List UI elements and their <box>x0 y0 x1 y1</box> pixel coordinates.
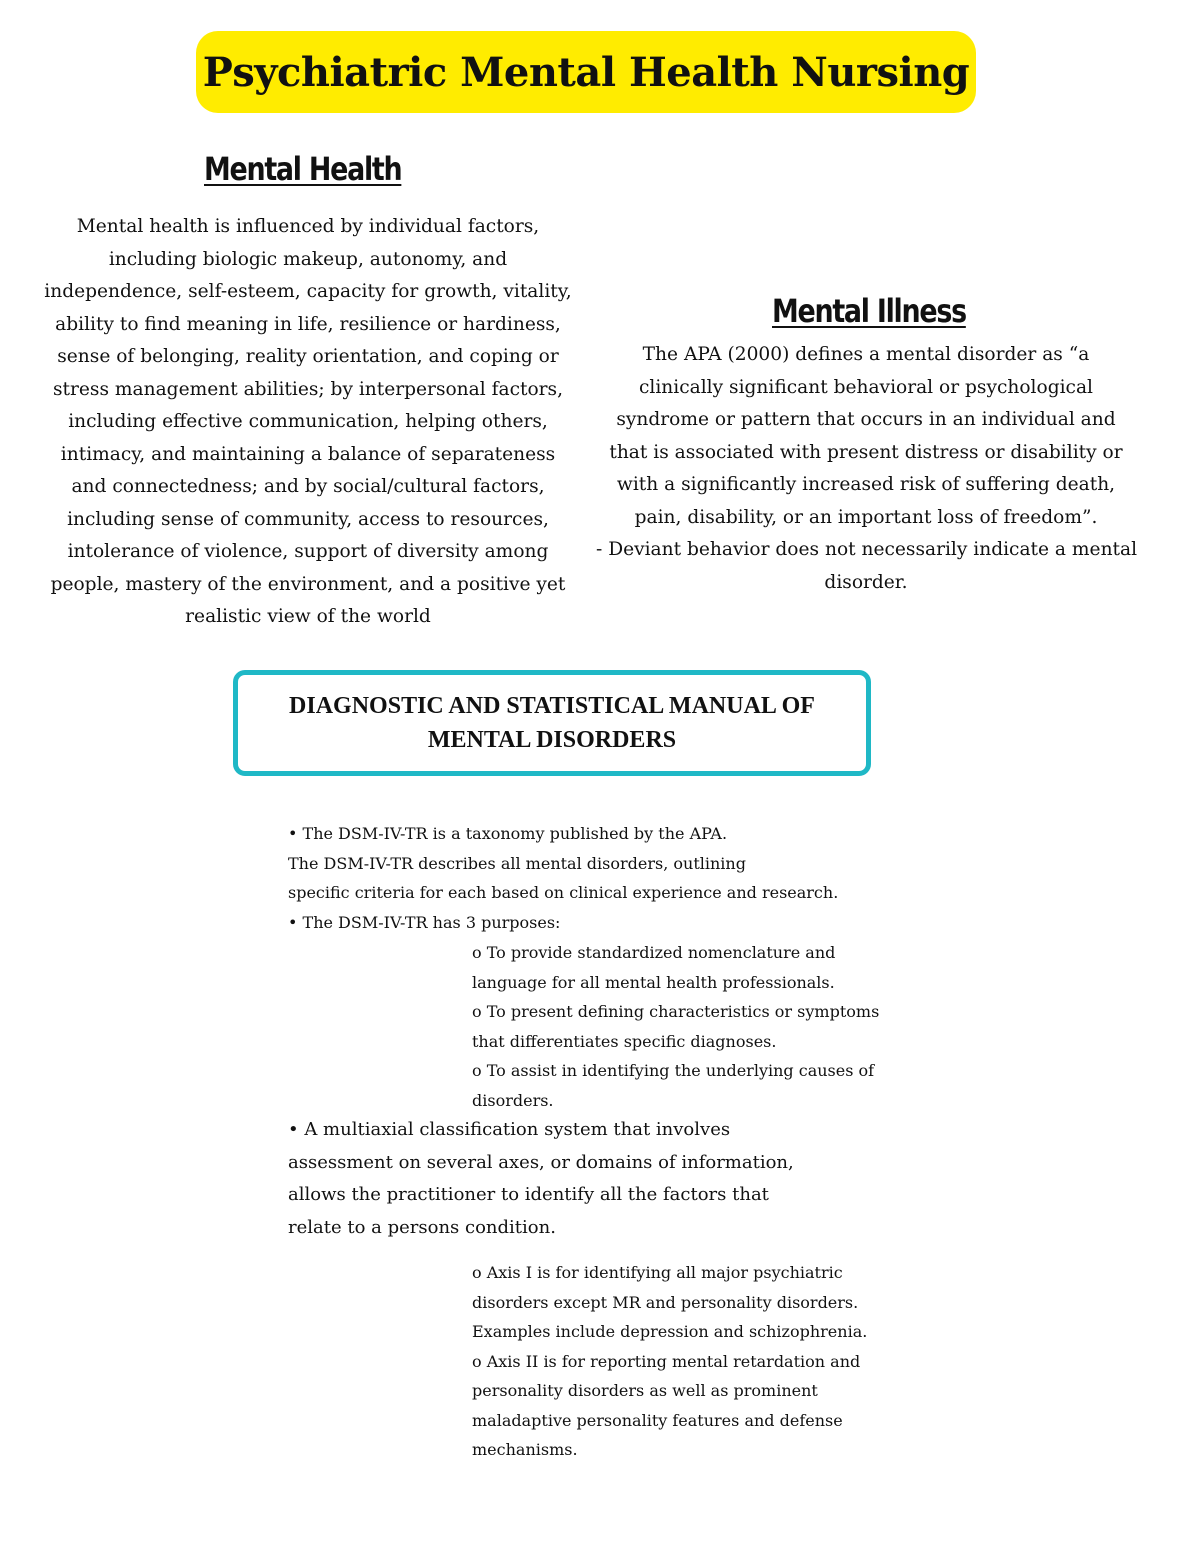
page-title: Psychiatric Mental Health Nursing <box>202 48 970 96</box>
dsm-title-box <box>233 670 871 776</box>
text-line: realistic view of the world <box>185 606 431 627</box>
text-line: o To present defining characteristics or symptoms <box>472 1002 880 1021</box>
mental-illness-paragraph <box>596 339 1136 599</box>
text-line: sense of belonging, reality orientation, and coping or <box>57 346 559 367</box>
text-line: including biologic makeup, autonomy, and <box>108 248 508 270</box>
text-line: that differentiates specific diagnoses. <box>472 1031 777 1051</box>
text-line: o Axis I is for identifying all major psychiatric <box>472 1263 843 1282</box>
dsm-axes-list <box>472 1258 867 1465</box>
title-banner <box>196 31 976 113</box>
text-line: relate to a persons condition. <box>288 1216 556 1238</box>
text-line: disorders. <box>472 1090 554 1110</box>
text-line: with a significantly increased risk of suffering death, <box>616 474 1116 495</box>
dsm-intro <box>288 819 838 937</box>
text-line: maladaptive personality features and defense <box>472 1410 843 1430</box>
text-line: that is associated with present distress or disability or <box>609 441 1123 463</box>
mental-health-heading: Mental Health <box>204 150 402 188</box>
text-line: pain, disability, or an important loss of freedom”. <box>634 506 1098 528</box>
text-line: independence, self-esteem, capacity for growth, vitality, <box>44 281 572 302</box>
text-line: allows the practitioner to identify all the factors that <box>288 1184 769 1205</box>
text-line: o To assist in identifying the underlying causes of <box>472 1061 875 1080</box>
text-line: specific criteria for each based on clinical experience and research. <box>288 883 839 902</box>
text-line: and connectedness; and by social/cultural factors, <box>71 476 545 497</box>
dsm-multiaxial <box>288 1114 794 1244</box>
text-line: assessment on several axes, or domains of information, <box>288 1151 794 1173</box>
text-line: including sense of community, access to resources, <box>67 508 549 530</box>
text-line: clinically significant behavioral or psychological <box>638 376 1093 398</box>
text-line: people, mastery of the environment, and a positive yet <box>50 573 566 595</box>
text-line: The DSM-IV-TR describes all mental disorders, outlining <box>288 853 746 873</box>
text-line: language for all mental health professionals. <box>472 972 835 992</box>
text-line: o Axis II is for reporting mental retardation and <box>472 1351 861 1371</box>
mental-health-paragraph <box>20 211 596 634</box>
text-line: disorders except MR and personality disorders. <box>472 1292 859 1312</box>
text-line: - Deviant behavior does not necessarily indicate a mental <box>596 539 1138 560</box>
text-line: o To provide standardized nomenclature and <box>472 943 836 962</box>
text-line: intimacy, and maintaining a balance of separateness <box>60 443 556 465</box>
mental-illness-heading: Mental Illness <box>772 292 966 330</box>
text-line: stress management abilities; by interpersonal factors, <box>53 378 563 400</box>
text-line: ability to find meaning in life, resilience or hardiness, <box>55 313 561 335</box>
text-line: Examples include depression and schizophrenia. <box>472 1322 868 1341</box>
text-line: syndrome or pattern that occurs in an individual and <box>616 409 1116 430</box>
text-line: personality disorders as well as prominent <box>472 1381 818 1400</box>
dsm-title-line: DIAGNOSTIC AND STATISTICAL MANUAL OF <box>289 693 815 719</box>
dsm-purposes-list <box>472 938 879 1115</box>
text-line: • The DSM-IV-TR is a taxonomy published by the APA. <box>288 824 728 843</box>
text-line: The APA (2000) defines a mental disorder as “a <box>642 344 1090 365</box>
text-line: disorder. <box>824 571 908 593</box>
text-line: intolerance of violence, support of diversity among <box>67 541 549 562</box>
text-line: mechanisms. <box>472 1440 578 1459</box>
dsm-title-line: MENTAL DISORDERS <box>427 727 677 753</box>
dsm-title <box>289 689 815 757</box>
text-line: including effective communication, helping others, <box>68 411 548 432</box>
text-line: • The DSM-IV-TR has 3 purposes: <box>288 912 561 932</box>
text-line: • A multiaxial classification system that involves <box>288 1119 731 1140</box>
text-line: Mental health is influenced by individual factors, <box>76 216 540 237</box>
